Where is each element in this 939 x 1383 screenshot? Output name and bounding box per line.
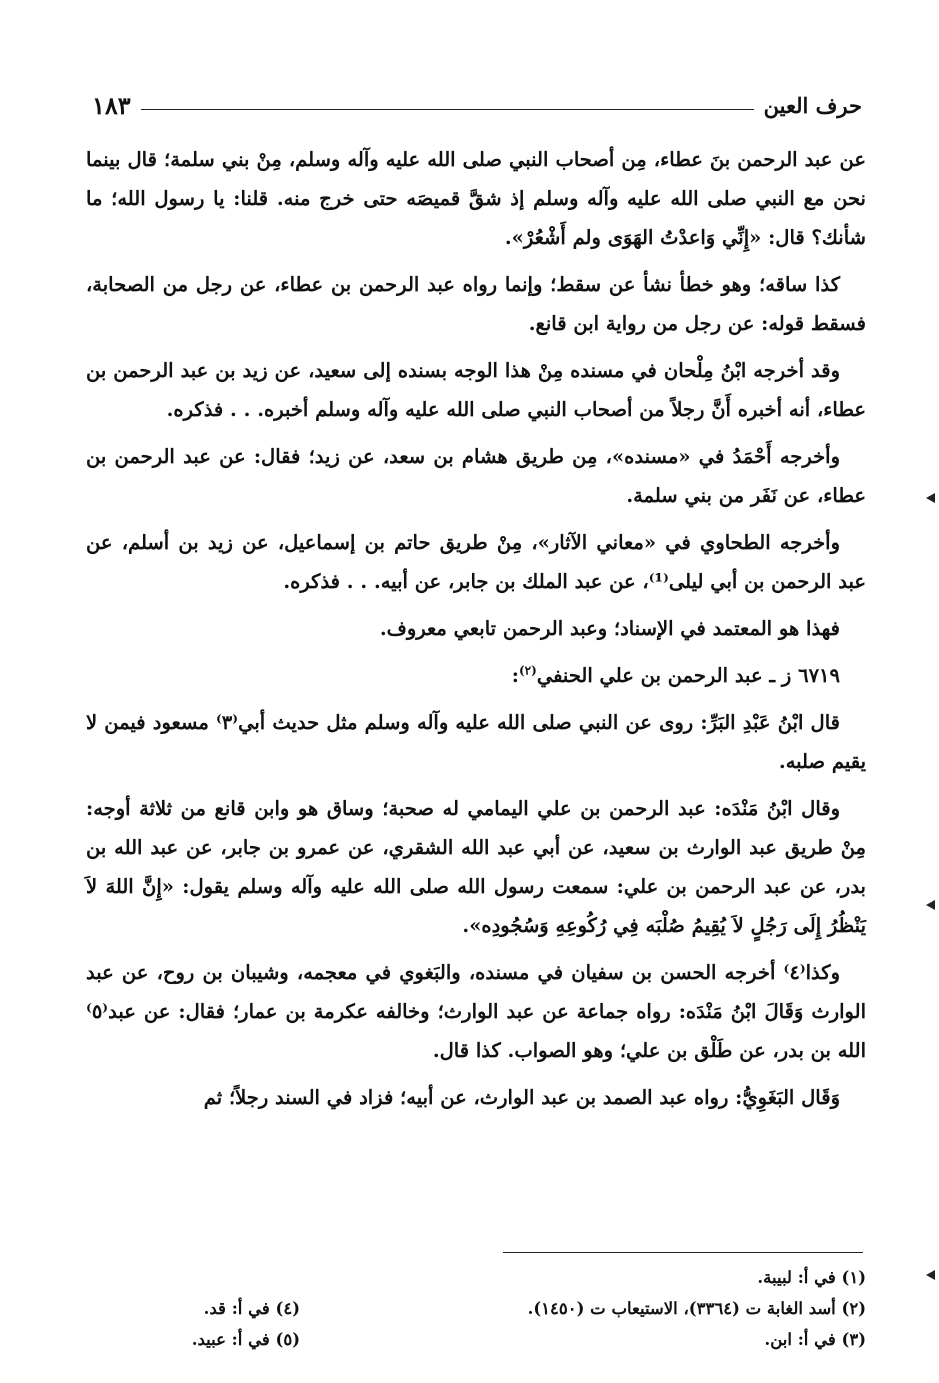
footnote-row (100, 1262, 866, 1293)
footnote-2: (٢) أسد الغابة ت (٣٣٦٤)، الاستيعاب ت (١٤٥٠). (527, 1299, 866, 1318)
paragraph: عن عبد الرحمن بنَ عطاء، مِن أصحاب النبي صلى الله عليه وآله وسلم، مِنْ بني سلمة؛ قال بينما نحن مع النبي صلى الله عليه وآله وسلم إذ شقَّ قميصَه حتى خرج منه. قلنا: يا رسول الله؛ ما شأنك؟ قال: «إِنِّي وَاعدْتُ الهَوَى ولم أَشْعُرْ». (86, 148, 866, 249)
paragraph: وأخرجه أَحْمَدُ في «مسنده»، مِن طريق هشام بن سعد، عن زيد؛ فقال: عن عبد الرحمن بن عطاء، عن نَفَر من بني سلمة. (86, 445, 866, 507)
paragraph: وأخرجه الطحاوي في «معاني الآثار»، مِنْ طريق حاتم بن إسماعيل، عن زيد بن أسلم، عن عبد الرحمن بن أبي ليلى⁽¹⁾، عن عبد الملك بن جابر، عن أبيه. . . فذكره. (86, 531, 866, 593)
entry-heading: ٦٧١٩ ز ـ عبد الرحمن بن علي الحنفي$^{(٢)}$: (511, 663, 840, 687)
footnote-1: (١) في أ: لبيبة. (757, 1268, 866, 1287)
footnote-4: (٤) في أ: قد. (203, 1299, 300, 1318)
footnote-3: (٣) في أ: ابن. (764, 1330, 866, 1349)
main-text (86, 140, 866, 1125)
margin-mark (926, 900, 935, 910)
entry-title: ز ـ عبد الرحمن بن علي الحنفي (536, 664, 792, 687)
entry-note-ref: (٢) (518, 663, 537, 678)
header-rule (141, 109, 754, 110)
paragraph: كذا ساقه؛ وهو خطأ نشأ عن سقط؛ وإنما رواه عبد الرحمن بن عطاء، عن رجل من الصحابة، فسقط قوله: عن رجل من رواية ابن قانع. (86, 273, 866, 335)
entry-number: ٦٧١٩ (798, 664, 840, 687)
paragraph: وَقَال البَغَوِيُّ: رواه عبد الصمد بن عبد الوارث، عن أبيه؛ فزاد في السند رجلاً؛ ثم (203, 1086, 840, 1109)
paragraph: وقال ابْنُ مَنْدَه: عبد الرحمن بن علي اليمامي له صحبة؛ وساق هو وابن قانع من ثلاثة أوجه: مِنْ طريق عبد الوارث بن سعيد، عن أبي عبد الله الشقري، عن عمرو بن جابر، عن عبد الله بن بدر، عن عبد الرحمن بن علي: سمعت رسول الله صلى الله عليه وآله وسلم يقول: «إِنَّ اللهَ لاَ يَنْظُرُ إِلَى رَجُلٍ لاَ يُقِيمُ صُلْبَه فِي رُكُوعِهِ وَسُجُودِه». (86, 797, 866, 937)
section-title: حرف العين (763, 92, 862, 118)
footnote-row (100, 1324, 866, 1355)
footnote-5: (٥) في أ: عبيد. (191, 1330, 300, 1349)
page-header (92, 88, 862, 122)
paragraph: قال ابْنُ عَبْدِ البَرِّ: روى عن النبي صلى الله عليه وآله وسلم مثل حديث أبي⁽٣⁾ مسعود فيمن لا يقيم صلبه. (86, 711, 866, 773)
footnotes (100, 1262, 866, 1355)
footnote-rule (503, 1252, 863, 1253)
paragraph: وكذا⁽٤⁾ أخرجه الحسن بن سفيان في مسنده، والبَغوي في معجمه، وشيبان بن روح، عن عبد الوارث وَقَالَ ابْنُ مَنْدَه: رواه جماعة عن عبد الوارث؛ وخالفه عكرمة بن عمار؛ فقال: عن عبد⁽٥⁾ الله بن بدر، عن طَلْق بن علي؛ وهو الصواب. كذا قال. (86, 961, 866, 1062)
paragraph: وقد أخرجه ابْنُ مِلْحان في مسنده مِنْ هذا الوجه بسنده إلى سعيد، عن زيد بن عبد الرحمن بن عطاء، أنه أخبره أَنَّ رجلاً من أصحاب النبي صلى الله عليه وآله وسلم أخبره. . . فذكره. (86, 359, 866, 421)
margin-mark (926, 493, 935, 503)
page-number: ١٨٣ (92, 90, 131, 120)
footnote-row (100, 1293, 866, 1324)
margin-mark (926, 1270, 935, 1280)
paragraph: فهذا هو المعتمد في الإسناد؛ وعبد الرحمن تابعي معروف. (379, 617, 840, 640)
